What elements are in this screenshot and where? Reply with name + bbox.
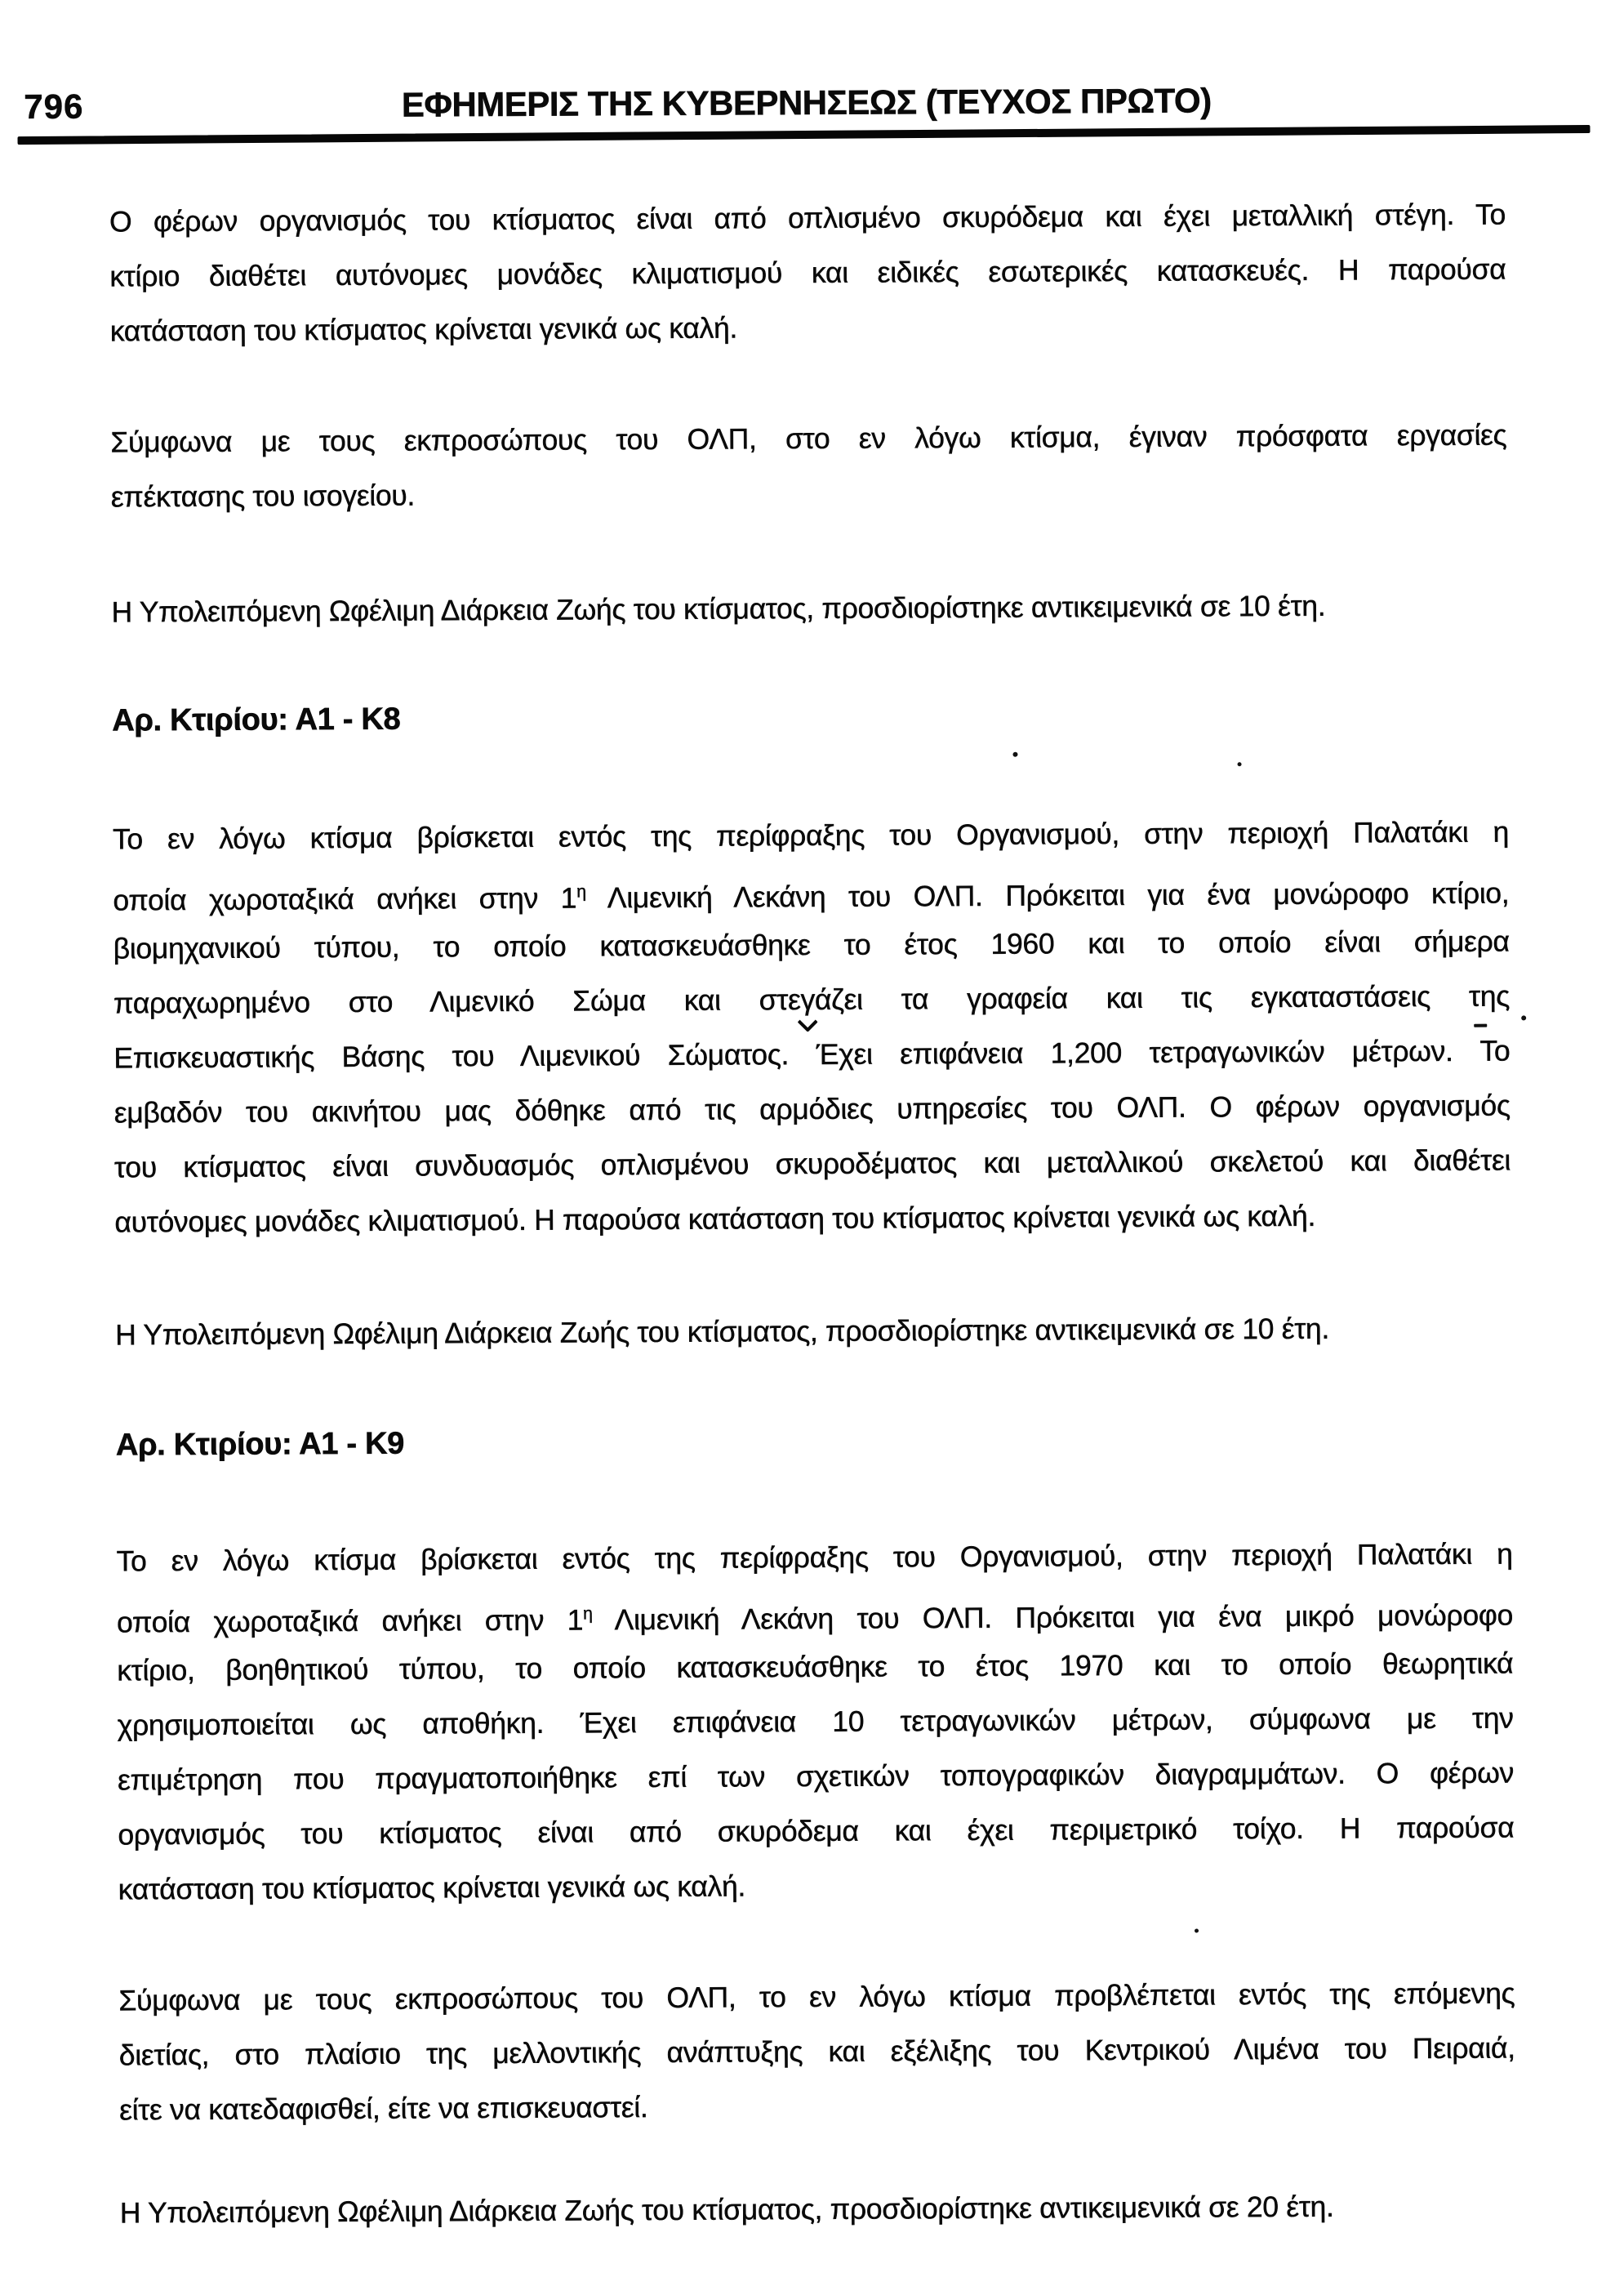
intro-works-paragraph [110, 408, 1507, 525]
text-line [117, 1582, 1513, 1644]
heading-text: Αρ. Κτιρίου: Α1 - Κ8 [112, 702, 401, 738]
text-line: κτίριο, βοηθητικού τύπου, το οποίο κατασκευάσθηκε το έτος 1970 και το οποίο θεωρητικά [117, 1647, 1514, 1687]
scan-speck [1521, 1015, 1526, 1020]
text-line: κτίριο διαθέτει αυτόνομες μονάδες κλιματισμού και ειδικές εσωτερικές κατασκευές. Η παρούσα [109, 252, 1506, 293]
text-line: οργανισμός του κτίσματος είναι από σκυρόδεμα και έχει περιμετρικό τοίχο. Η παρούσα [118, 1811, 1515, 1852]
superscript: η [583, 1603, 593, 1624]
text-line: κατάσταση του κτίσματος κρίνεται γενικά ως καλή. [109, 311, 738, 348]
text-line: διετίας, στο πλαίσιο της μελλοντικής ανάπτυξης και εξέλιξης του Κεντρικού Λιμένα του Πειραιά, [118, 2031, 1515, 2072]
text-line: Η Υπολειπόμενη Ωφέλιμη Διάρκεια Ζωής του κτίσματος, προσδιορίστηκε αντικειμενικά σε 10 έτη. [111, 589, 1326, 629]
text-line: του κτίσματος είναι συνδυασμός οπλισμένου σκυροδέματος και μεταλλικού σκελετού και διαθέτει [114, 1143, 1511, 1184]
superscript: η [576, 881, 587, 902]
heading-text: Αρ. Κτιρίου: Α1 - Κ9 [115, 1426, 405, 1463]
building-k9-forecast-paragraph [118, 1967, 1515, 2138]
text-line: αυτόνομες μονάδες κλιματισμού. Η παρούσα κατάσταση του κτίσματος κρίνεται γενικά ως καλή. [114, 1199, 1316, 1239]
scan-speck [1474, 1024, 1487, 1027]
intro-condition-paragraph [109, 188, 1506, 359]
text-line: παραχωρημένο στο Λιμενικό Σώμα και στεγάζει τα γραφεία και τις εγκαταστάσεις της [113, 979, 1511, 1020]
scan-speck [1012, 752, 1017, 757]
building-k9-paragraph [116, 1527, 1514, 1918]
text-line: Η Υπολειπόμενη Ωφέλιμη Διάρκεια Ζωής του κτίσματος, προσδιορίστηκε αντικειμενικά σε 10 έτη. [115, 1312, 1330, 1352]
text-line: εμβαδόν του ακινήτου μας δόθηκε από τις αρμόδιες υπηρεσίες του ΟΛΠ. Ο φέρων οργανισμός [113, 1089, 1511, 1130]
remaining-life-note [111, 578, 1507, 640]
header-rule [17, 125, 1590, 145]
page-title: ΕΦΗΜΕΡΙΣ ΤΗΣ ΚΥΒΕΡΝΗΣΕΩΣ (ΤΕΥΧΟΣ ΠΡΩΤΟ) [401, 81, 1212, 124]
remaining-life-note-k9 [120, 2179, 1516, 2241]
scan-speck [1238, 762, 1242, 766]
remaining-life-note-k8 [115, 1301, 1511, 1363]
text-line: επέκτασης του ισογείου. [110, 479, 416, 514]
page-header [0, 0, 1618, 127]
text-line: Σύμφωνα με τους εκπροσώπους του ΟΛΠ, στο εν λόγω κτίσμα, έγιναν πρόσφατα εργασίες [110, 418, 1507, 459]
text-line: Ο φέρων οργανισμός του κτίσματος είναι από οπλισμένο σκυρόδεμα και έχει μεταλλική στέγη. Το [109, 198, 1506, 238]
text-line: επιμέτρηση που πραγματοποιήθηκε επί των σχετικών τοπογραφικών διαγραμμάτων. Ο φέρων [117, 1756, 1515, 1797]
text-line: είτε να κατεδαφισθεί, είτε να επισκευαστεί. [119, 2091, 648, 2127]
text-line [113, 860, 1509, 922]
scan-mark-caret [798, 1019, 817, 1036]
building-k9-heading [116, 1411, 1512, 1473]
building-k8-heading [112, 687, 1508, 749]
text-segment: οποία χωροταξικά ανήκει στην 1 [116, 1603, 584, 1639]
text-segment: Λιμενική Λεκάνη του ΟΛΠ. Πρόκειται για ένα μικρό μονώροφο [592, 1598, 1514, 1637]
text-line: Το εν λόγω κτίσμα βρίσκεται εντός της περίφραξης του Οργανισμού, στην περιοχή Παλατάκι η [116, 1537, 1513, 1578]
text-line: Το εν λόγω κτίσμα βρίσκεται εντός της περίφραξης του Οργανισμού, στην περιοχή Παλατάκι η [112, 815, 1510, 856]
text-line: Επισκευαστικής Βάσης του Λιμενικού Σώματος. Έχει επιφάνεια 1,200 τετραγωνικών μέτρων. Το [113, 1034, 1511, 1075]
text-line: Σύμφωνα με τους εκπροσώπους του ΟΛΠ, το εν λόγω κτίσμα προβλέπεται εντός της επόμενης [118, 1976, 1515, 2017]
text-line: κατάσταση του κτίσματος κρίνεται γενικά ως καλή. [118, 1869, 746, 1906]
text-segment: Λιμενική Λεκάνη του ΟΛΠ. Πρόκειται για ένα μονώροφο κτίριο, [585, 876, 1510, 915]
text-line: βιομηχανικού τύπου, το οποίο κατασκευάσθηκε το έτος 1960 και το οποίο είναι σήμερα [113, 925, 1510, 965]
text-line: Η Υπολειπόμενη Ωφέλιμη Διάρκεια Ζωής του κτίσματος, προσδιορίστηκε αντικειμενικά σε 20 έτη. [119, 2190, 1334, 2230]
scan-speck [1195, 1929, 1199, 1933]
page-number: 796 [24, 87, 84, 127]
text-segment: οποία χωροταξικά ανήκει στην 1 [113, 881, 577, 917]
text-line: χρησιμοποιείται ως αποθήκη. Έχει επιφάνεια 10 τετραγωνικών μέτρων, σύμφωνα με την [117, 1701, 1514, 1742]
